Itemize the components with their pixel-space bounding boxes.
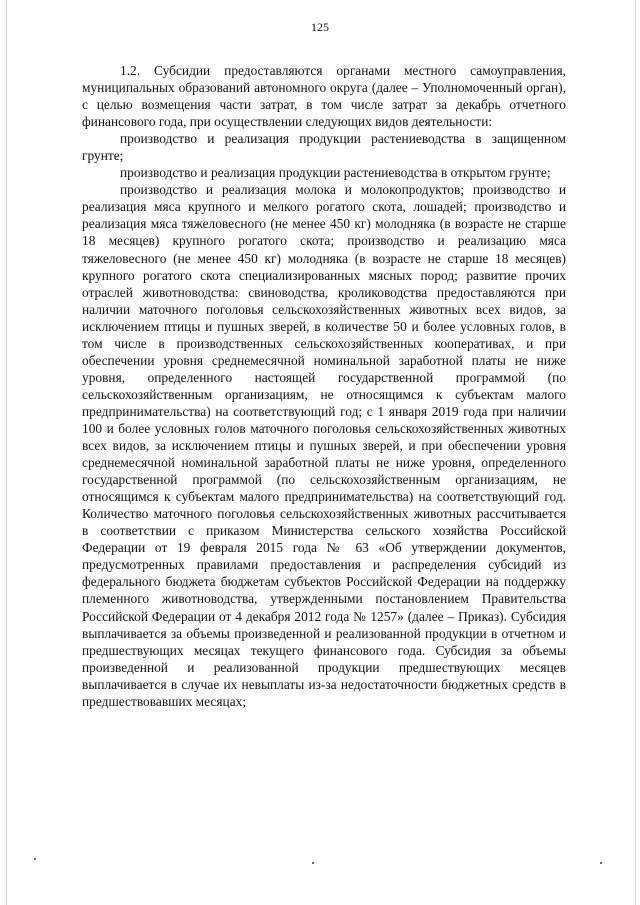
document-body xyxy=(82,62,566,710)
scan-speck xyxy=(312,862,314,864)
scan-edge-left xyxy=(6,0,7,905)
scan-speck xyxy=(600,862,602,864)
scan-edge-right xyxy=(635,0,636,905)
paragraph-greenhouse: производство и реализация продукции растениеводства в защищенном грунте; xyxy=(82,131,566,164)
scan-speck xyxy=(34,858,36,860)
paragraph-open-ground: производство и реализация продукции растениеводства в открытом грунте; xyxy=(120,165,551,181)
paragraph-livestock: производство и реализация молока и молокопродуктов; производство и реализация мяса крупного и мелкого рогатого скота, лошадей; производство и реализация мяса тяжеловесного (не менее 450 кг) молодняка (в возрасте не старше 18 месяцев) крупного рогатого скота; производство и реализацию мяса тяжеловесного (не менее 450 кг) молодняка (в возрасте не старше 18 месяцев) крупного рогатого скота специализированных мясных пород; развитие прочих отраслей животноводства: свиноводства, кролиководства предоставляются при наличии маточного поголовья сельскохозяйственных животных всех видов, за исключением птицы и пушных зверей, в количестве 50 и более условных голов, в том числе в производственных сельскохозяйственных кооперативах, и при обеспечении уровня среднемесячной номинальной заработной платы не ниже уровня, определенного настоящей государственной программой (по сельскохозяйственным организациям, не относящимся к субъектам малого предпринимательства) на соответствующий год; с 1 января 2019 года при наличии 100 и более условных голов маточного поголовья сельскохозяйственных животных всех видов, за исключением птицы и пушных зверей, и при обеспечении уровня среднемесячной номинальной заработной платы не ниже уровня, определенного государственной программой (по сельскохозяйственным организациям, не относящимся к субъектам малого предпринимательства) на соответствующий год. Количество маточного поголовья сельскохозяйственных животных рассчитывается в соответствии с приказом Министерства сельского хозяйства Российской Федерации от 19 февраля 2015 года № 63 «Об утверждении документов, предусмотренных правилами предоставления и распределения субсидий из федерального бюджета бюджетам субъектов Российской Федерации на поддержку племенного животноводства, утвержденными постановлением Правительства Российской Федерации от 4 декабря 2012 года № 1257» (далее – Приказ). Субсидия выплачивается за объемы произведенной и реализованной продукции в отчетном и предшествующих месяцах текущего финансового года. Субсидия за объемы произведенной и реализованной продукции предшествующих месяцев выплачивается в случае их невыплаты из-за недостаточности бюджетных средств в предшествовавших месяцах; xyxy=(82,182,566,709)
paragraph-1-2: 1.2. Субсидии предоставляются органами местного самоуправления, муниципальных образований автономного округа (далее – Уполномоченный орган), с целью возмещения части затрат, в том числе затрат за декабрь отчетного финансового года, при осуществлении следующих видов деятельности: xyxy=(82,63,566,130)
page-number: 125 xyxy=(311,20,329,34)
